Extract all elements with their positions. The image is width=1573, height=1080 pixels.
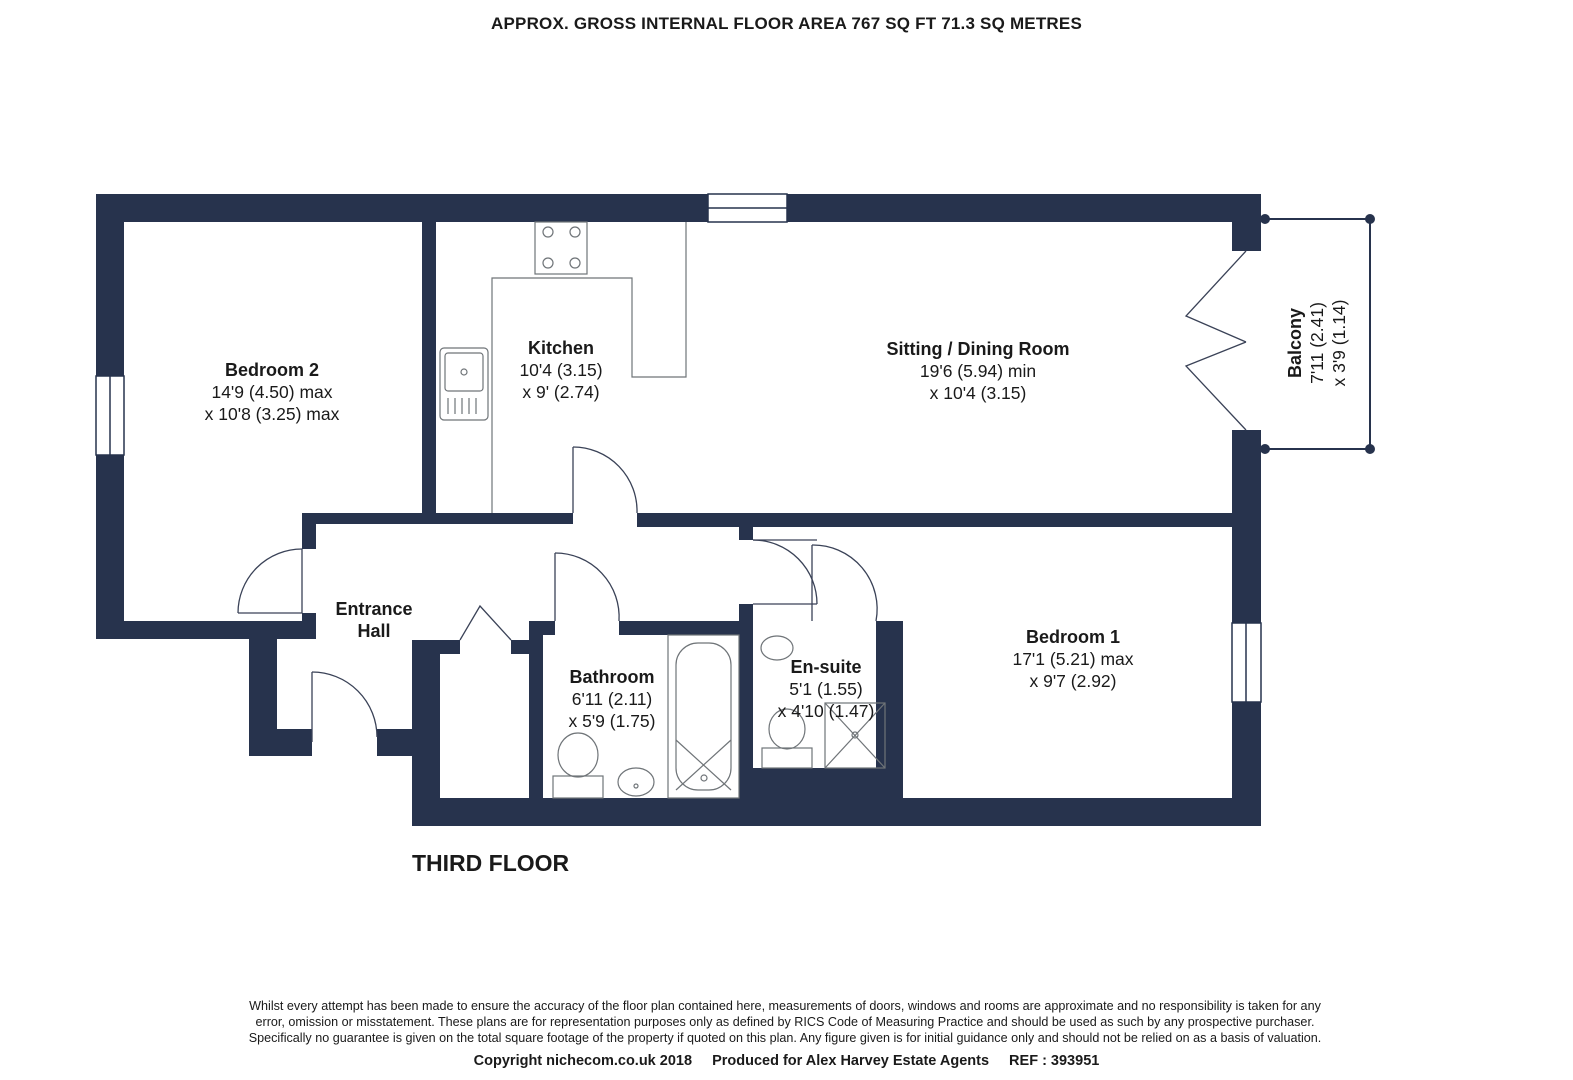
entrance-name-2: Hall: [357, 621, 391, 641]
kitchen-dim-1: 10'4 (3.15): [519, 360, 603, 380]
bathroom-dim-2: x 5'9 (1.75): [568, 711, 656, 731]
sitting-dim-2: x 10'4 (3.15): [929, 383, 1027, 403]
copyright-text: Copyright nichecom.co.uk 2018: [473, 1053, 693, 1069]
sitting-dim-1: 19'6 (5.94) min: [919, 361, 1037, 381]
kitchen-dim-2: x 9' (2.74): [522, 382, 600, 402]
bedroom2-name: Bedroom 2: [224, 360, 320, 380]
entrance-name-1: Entrance: [335, 599, 413, 619]
walls: [96, 194, 1261, 826]
kitchen-name: Kitchen: [527, 338, 595, 358]
balcony-dim-2: x 3'9 (1.14): [1329, 299, 1349, 387]
disclaimer-line: Whilst every attempt has been made to ensure the accuracy of the floor plan contained here, measurements of doors, windows and rooms are approximate and no responsibility is taken for any: [249, 999, 1321, 1013]
ensuite-name: En-suite: [790, 657, 862, 677]
disclaimer-line: Specifically no guarantee is given on the total square footage of the property if quoted on this plan. Any figure given is for initial guidance only and should not be relied on as a basis of valuation.: [248, 1031, 1322, 1045]
ensuite-dim-2: x 4'10 (1.47): [777, 701, 875, 721]
reference-text: REF : 393951: [1009, 1053, 1100, 1069]
bedroom2-dim-1: 14'9 (4.50) max: [211, 382, 333, 402]
floor-label: THIRD FLOOR: [412, 850, 570, 876]
bathroom-name: Bathroom: [569, 667, 655, 687]
copyright-line: [0, 1053, 1573, 1069]
produced-for-text: Produced for Alex Harvey Estate Agents: [712, 1053, 990, 1069]
bedroom1-dim-2: x 9'7 (2.92): [1029, 671, 1117, 691]
disclaimer-line: error, omission or misstatement. These plans are for representation purposes only as defined by RICS Code of Measuring Practice and should be used as such by any prospective purchaser.: [255, 1015, 1315, 1029]
sitting-name: Sitting / Dining Room: [886, 339, 1070, 359]
bedroom1-name: Bedroom 1: [1025, 627, 1121, 647]
bedroom1-dim-1: 17'1 (5.21) max: [1012, 649, 1134, 669]
balcony-dim-1: 7'11 (2.41): [1307, 302, 1327, 384]
ensuite-dim-1: 5'1 (1.55): [789, 679, 863, 699]
bathroom-dim-1: 6'11 (2.11): [571, 689, 653, 709]
bedroom2-dim-2: x 10'8 (3.25) max: [204, 404, 340, 424]
disclaimer: [180, 998, 1390, 1046]
balcony-name: Balcony: [1285, 307, 1305, 379]
floor-area-header: APPROX. GROSS INTERNAL FLOOR AREA 767 SQ FT 71.3 SQ METRES: [491, 14, 1082, 33]
